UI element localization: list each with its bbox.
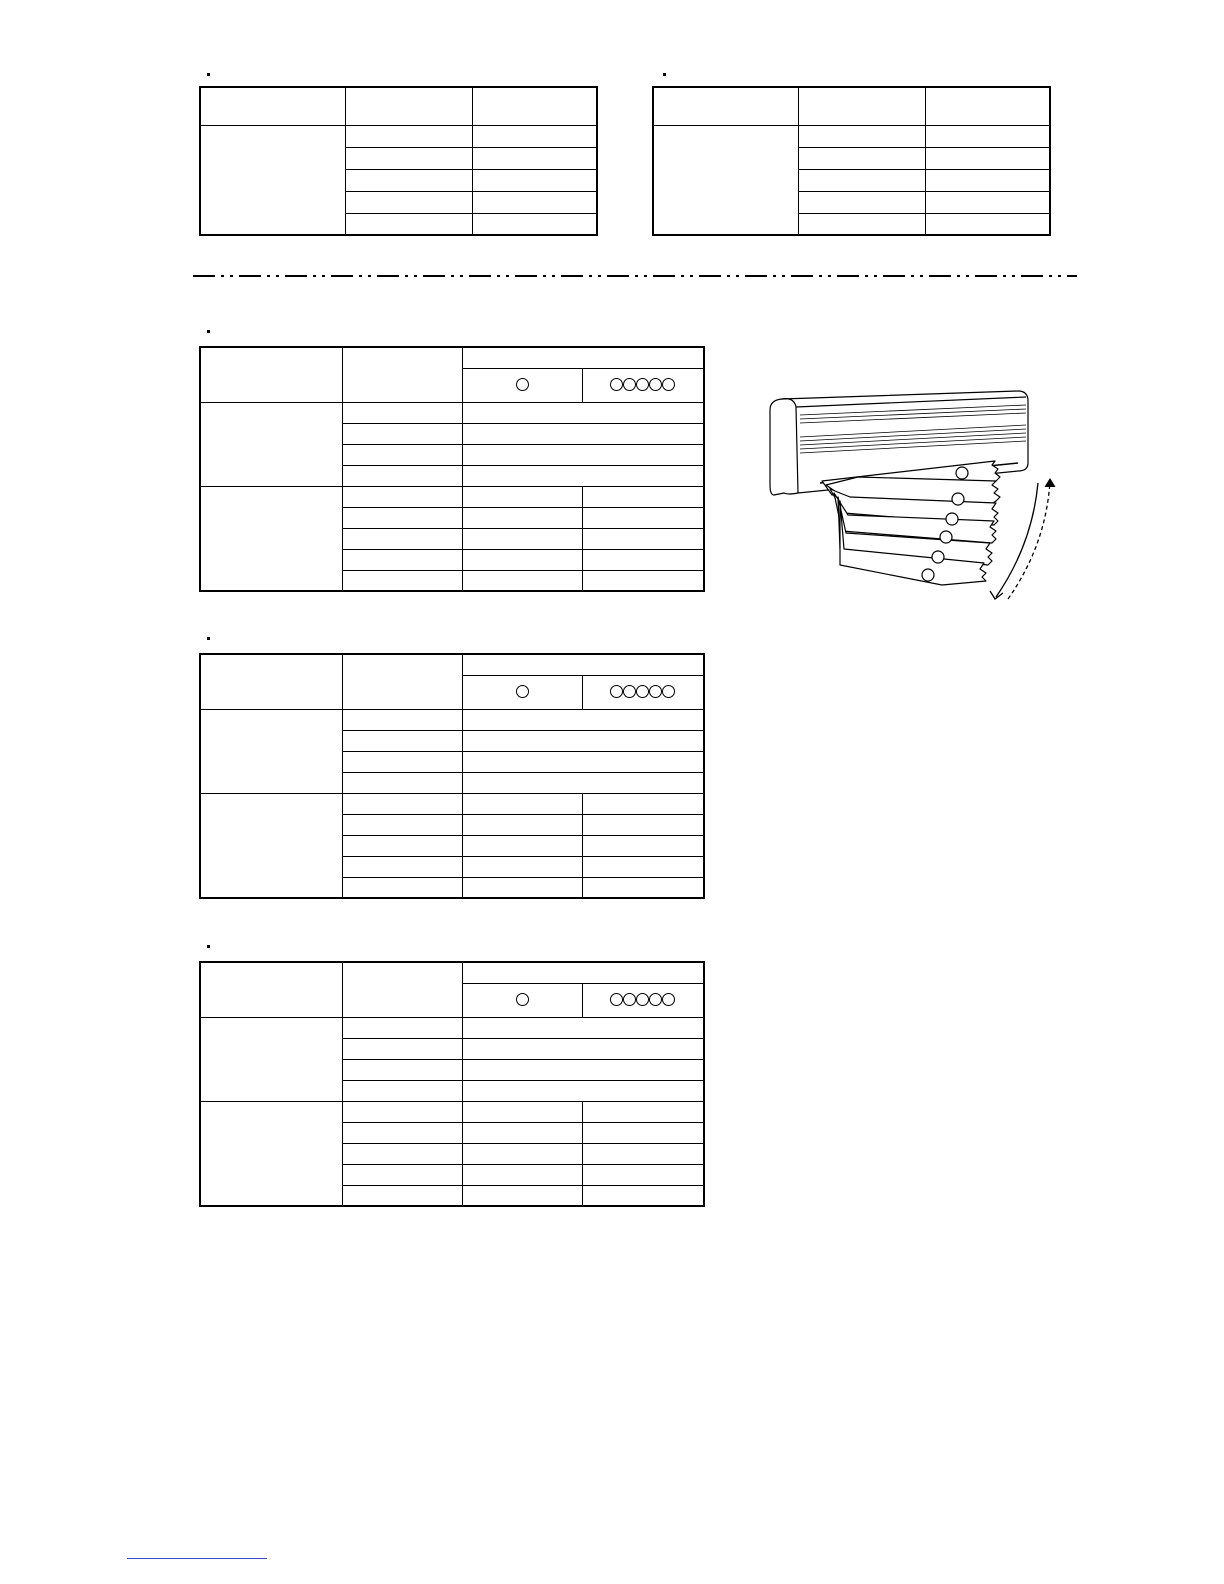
table-cell	[462, 1164, 582, 1185]
table-cell	[582, 1143, 704, 1164]
table-cell	[200, 125, 345, 235]
table-cell	[582, 1164, 704, 1185]
position-marker-icon	[940, 531, 952, 543]
table-cell	[462, 368, 582, 402]
table-cell	[798, 191, 925, 213]
table-cell	[342, 549, 462, 570]
table-cell	[472, 147, 597, 169]
table-cell	[342, 528, 462, 549]
position-circle-icon	[636, 993, 649, 1006]
swing-arrow-up-icon	[1008, 481, 1050, 599]
table-cell	[462, 1143, 582, 1164]
position-circle-icon	[610, 685, 623, 698]
position-circle-icon	[662, 685, 675, 698]
position-circle-icon	[516, 993, 529, 1006]
position-circle-icon	[516, 685, 529, 698]
table-cell	[345, 125, 472, 147]
table-cell	[345, 147, 472, 169]
table-cell	[462, 1017, 704, 1038]
table-cell	[462, 347, 704, 368]
table-cell	[342, 730, 462, 751]
position-marker-icon	[952, 493, 964, 505]
table-cell	[925, 191, 1050, 213]
spec-table-top-right	[652, 86, 1051, 236]
position-circle-icon	[649, 685, 662, 698]
table-cell	[462, 730, 704, 751]
table-cell	[462, 402, 704, 423]
table-cell	[342, 1059, 462, 1080]
position-circle-icon	[623, 993, 636, 1006]
table-cell	[345, 87, 472, 125]
table-cell	[582, 856, 704, 877]
table-cell	[462, 1101, 582, 1122]
table-cell	[200, 87, 345, 125]
table-cell	[342, 1101, 462, 1122]
table-cell	[342, 835, 462, 856]
table-cell	[345, 213, 472, 235]
table-cell	[582, 507, 704, 528]
position-circle-icon	[662, 993, 675, 1006]
table-cell	[925, 169, 1050, 191]
table-cell	[462, 751, 704, 772]
table-cell	[472, 191, 597, 213]
table-cell	[582, 1185, 704, 1206]
section-divider	[193, 274, 1077, 278]
table-cell	[345, 169, 472, 191]
table-cell	[342, 465, 462, 486]
table-cell	[462, 444, 704, 465]
table-cell	[342, 507, 462, 528]
table-cell	[925, 87, 1050, 125]
table-cell	[925, 147, 1050, 169]
table-cell	[582, 528, 704, 549]
table-cell	[582, 1101, 704, 1122]
table-cell	[653, 125, 798, 235]
table-cell	[200, 347, 342, 402]
table-cell	[582, 793, 704, 814]
table-cell	[342, 444, 462, 465]
table-cell	[342, 486, 462, 507]
bullet-marker	[663, 73, 666, 76]
table-cell	[462, 793, 582, 814]
table-cell	[342, 1185, 462, 1206]
table-cell	[462, 675, 582, 709]
table-cell	[342, 347, 462, 402]
table-cell	[200, 962, 342, 1017]
table-cell	[342, 1122, 462, 1143]
table-cell	[342, 793, 462, 814]
spec-table-top-left	[199, 86, 598, 236]
table-cell	[798, 169, 925, 191]
table-cell	[200, 1017, 342, 1101]
bullet-marker	[207, 73, 210, 76]
table-cell	[200, 793, 342, 898]
table-cell	[472, 213, 597, 235]
table-cell	[462, 528, 582, 549]
table-cell	[462, 570, 582, 591]
air-conditioner-diagram	[760, 385, 1070, 610]
position-circle-icon	[623, 685, 636, 698]
table-cell	[798, 147, 925, 169]
table-cell	[342, 423, 462, 444]
table-cell	[462, 1122, 582, 1143]
table-cell	[342, 962, 462, 1017]
bullet-marker	[207, 945, 210, 948]
table-cell	[472, 169, 597, 191]
position-circle-icon	[516, 378, 529, 391]
table-cell	[200, 709, 342, 793]
table-cell	[462, 1080, 704, 1101]
position-circle-icon	[623, 378, 636, 391]
position-marker-icon	[956, 467, 968, 479]
position-circle-icon	[636, 378, 649, 391]
table-cell	[462, 423, 704, 444]
table-cell	[342, 1080, 462, 1101]
louver-table-1	[199, 346, 705, 592]
position-circle-icon	[636, 685, 649, 698]
table-cell	[345, 191, 472, 213]
table-cell	[472, 125, 597, 147]
table-cell	[342, 1038, 462, 1059]
table-cell	[462, 507, 582, 528]
table-cell	[342, 814, 462, 835]
table-cell	[200, 402, 342, 486]
position-circle-icon	[610, 993, 623, 1006]
table-cell	[462, 709, 704, 730]
table-cell	[462, 654, 704, 675]
swing-arrow-down-icon	[996, 483, 1038, 597]
table-cell	[582, 368, 704, 402]
table-cell	[342, 877, 462, 898]
table-cell	[582, 486, 704, 507]
position-marker-icon	[922, 569, 934, 581]
table-cell	[462, 549, 582, 570]
table-cell	[462, 1059, 704, 1080]
table-cell	[342, 402, 462, 423]
table-cell	[200, 1101, 342, 1206]
table-cell	[798, 125, 925, 147]
table-cell	[462, 856, 582, 877]
position-marker-icon	[946, 513, 958, 525]
footer-link-underline[interactable]	[127, 1558, 267, 1559]
table-cell	[798, 87, 925, 125]
table-cell	[462, 772, 704, 793]
table-cell	[200, 654, 342, 709]
position-circle-icon	[649, 993, 662, 1006]
table-cell	[342, 1143, 462, 1164]
table-cell	[798, 213, 925, 235]
table-cell	[342, 570, 462, 591]
table-cell	[462, 835, 582, 856]
position-circle-icon	[662, 378, 675, 391]
table-cell	[200, 486, 342, 591]
position-circle-icon	[610, 378, 623, 391]
table-cell	[462, 814, 582, 835]
table-cell	[582, 983, 704, 1017]
table-cell	[582, 877, 704, 898]
table-cell	[342, 856, 462, 877]
bullet-marker	[207, 330, 210, 333]
table-cell	[342, 1017, 462, 1038]
table-cell	[472, 87, 597, 125]
table-cell	[462, 465, 704, 486]
table-cell	[342, 709, 462, 730]
table-cell	[462, 962, 704, 983]
table-cell	[462, 486, 582, 507]
table-cell	[462, 983, 582, 1017]
table-cell	[925, 125, 1050, 147]
table-cell	[925, 213, 1050, 235]
table-cell	[582, 814, 704, 835]
table-cell	[342, 751, 462, 772]
table-cell	[582, 1122, 704, 1143]
position-circle-icon	[649, 378, 662, 391]
table-cell	[582, 549, 704, 570]
louver-table-3	[199, 961, 705, 1207]
table-cell	[342, 772, 462, 793]
table-cell	[342, 1164, 462, 1185]
position-marker-icon	[932, 551, 944, 563]
table-cell	[462, 877, 582, 898]
table-cell	[582, 570, 704, 591]
table-cell	[653, 87, 798, 125]
table-cell	[582, 675, 704, 709]
table-cell	[462, 1038, 704, 1059]
table-cell	[462, 1185, 582, 1206]
table-cell	[582, 835, 704, 856]
table-cell	[342, 654, 462, 709]
bullet-marker	[207, 637, 210, 640]
louver-table-2	[199, 653, 705, 899]
